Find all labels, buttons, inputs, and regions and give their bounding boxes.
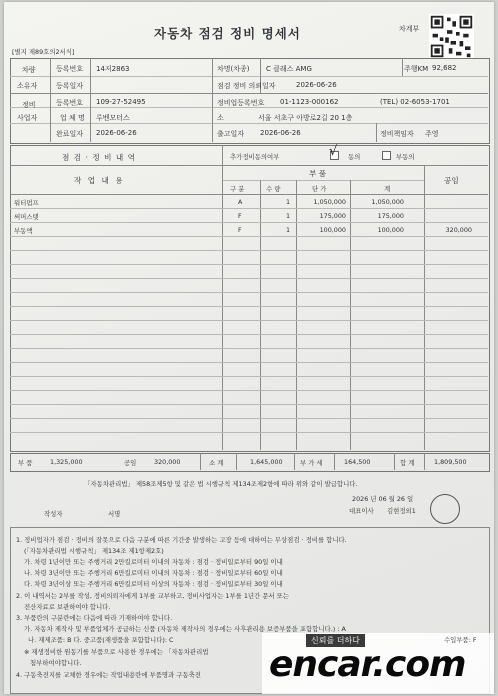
note-2a: 전산자료로 보관하여야 합니다. xyxy=(24,603,111,611)
issue-statement: 「자동차관리법」 제58조제5항 및 같은 법 시행규칙 제134조제2항에 따라 위와 같이 발급합니다. xyxy=(84,480,358,488)
note-1a: (「자동차관리법 시행규칙」 제134조 제1항제2호) xyxy=(24,547,164,555)
subtotal-label: 소 계 xyxy=(209,459,224,467)
note-1c: 나. 차령 3년이만 또는 주행거리 6만킬로미터 이내의 자동차 : 점검 · 정비일로부터 60일 이내 xyxy=(24,569,283,577)
col-unit-header: 단 가 xyxy=(312,185,327,193)
gyebu-label: 차계부 xyxy=(399,25,420,33)
rep-name: 김현정외1 xyxy=(387,507,416,515)
done-date-label: 완료일자 xyxy=(56,130,84,138)
parts-total-label: 부 품 xyxy=(18,459,33,467)
km-label: 주행KM xyxy=(404,65,429,73)
parts-total-value: 1,325,000 xyxy=(50,458,83,466)
writer-label: 작성자 xyxy=(44,510,63,518)
qr-code-icon xyxy=(429,14,474,59)
note-1b: 가. 차령 1년이만 또는 주행거리 2만킬로미터 이내의 자동차 : 점검 · 정비일로부터 90일 이내 xyxy=(24,558,283,566)
labor-total-value: 320,000 xyxy=(154,458,181,466)
shop-tel: (TEL) 02-6053-1701 xyxy=(380,98,450,106)
table-row-qty: 1 xyxy=(286,226,291,234)
col-labor-header: 공임 xyxy=(444,176,459,185)
col-work-header: 작 업 내 용 xyxy=(74,176,125,185)
grand-total-value: 1,809,500 xyxy=(434,458,467,466)
disagree-label: 부동의 xyxy=(396,153,415,161)
shop-reg-label: 정비업등록번호 xyxy=(217,99,265,107)
model-label: 차명(차종) xyxy=(217,65,250,73)
sign-label: 서명 xyxy=(108,510,121,518)
vat-label: 부 가 세 xyxy=(300,459,323,467)
table-row-total: 175,000 xyxy=(377,212,404,220)
work-section-title: 점 검 · 정 비 내 역 xyxy=(62,153,136,162)
responsible-label: 정비책임자 xyxy=(380,130,414,138)
request-date-value: 2026-06-26 xyxy=(296,81,337,89)
disagree-checkbox[interactable] xyxy=(382,151,391,160)
reg-no-value: 14저2863 xyxy=(96,65,130,73)
business-label-bottom: 사업자 xyxy=(17,114,38,122)
table-row-labor: 320,000 xyxy=(445,226,472,234)
note-2: 2. 이 내역서는 2부를 작성, 정비의뢰자에게 1부를 교부하고, 정비사업자는 1부를 1년간 문서 또는 xyxy=(16,592,290,600)
consent-label: 추가정비동의여부 xyxy=(230,153,280,161)
col-total-header: 계 xyxy=(384,185,391,193)
biz-no-value: 109-27-52495 xyxy=(96,98,146,106)
business-label-top: 정비 xyxy=(22,101,36,109)
note-4: 4. 구동축전지를 교체한 경우에는 작업내용란에 부품명과 구동축전 xyxy=(16,671,201,679)
table-row-unit: 1,050,000 xyxy=(313,198,346,206)
table-row-kind: F xyxy=(238,212,242,220)
table-row-kind: A xyxy=(238,198,243,206)
watermark-tagline: 신뢰를 더하다 xyxy=(306,634,365,647)
table-row-qty: 1 xyxy=(286,212,291,220)
out-date-label: 출고일자 xyxy=(217,130,245,138)
col-kind-header: 구 분 xyxy=(230,185,245,193)
table-row-unit: 100,000 xyxy=(319,226,346,234)
col-qty-header: 수 량 xyxy=(266,185,281,193)
model-value: C 클래스 AMG xyxy=(266,65,312,73)
company-seal-icon xyxy=(430,494,460,524)
note-3b-end: 수입부품: F xyxy=(444,636,477,644)
col-parts-header: 부 품 xyxy=(309,169,327,178)
agree-label: 동의 xyxy=(348,153,361,161)
responsible-value: 주영 xyxy=(425,130,439,138)
note-3d: 첨부하여야합니다. xyxy=(30,659,82,667)
shop-addr-value: 서울 서초구 아방로2길 20 1층 xyxy=(258,114,353,122)
table-row-unit: 175,000 xyxy=(319,212,346,220)
note-3a: 가. 자동차 제작사 및 부품업체가 공급하는 신품 (자동차 제작사의 경우에는 사후관리용 보증부품을 포함합니다.) : A xyxy=(24,625,346,633)
table-row-kind: F xyxy=(238,226,242,234)
work-table xyxy=(10,145,490,452)
table-row-work: 워터펌프 xyxy=(14,199,39,207)
note-3: 3. 부품란의 구분란에는 다음에 따라 기재하여야 합니다. xyxy=(16,614,173,622)
owner-label: 소유자 xyxy=(17,82,38,90)
table-row-total: 1,050,000 xyxy=(371,198,404,206)
labor-total-label: 공임 xyxy=(124,459,137,467)
shop-addr-label: 소 xyxy=(217,114,224,122)
biz-no-label: 등록번호 xyxy=(56,99,84,107)
form-number: [별지 제89호의2서식] xyxy=(12,48,75,56)
document-page xyxy=(4,2,494,694)
shop-reg-value: 01-1123-000162 xyxy=(280,98,339,106)
table-row-work: 부동액 xyxy=(14,227,33,235)
table-row-total: 100,000 xyxy=(377,226,404,234)
note-1d: 다. 차령 3년이상 또는 주행거리 6만킬로미터 이상의 자동차 : 점검 · 정비일로부터 30일 이내 xyxy=(24,580,283,588)
reg-no-label: 등록번호 xyxy=(56,65,84,73)
done-date-value: 2026-06-26 xyxy=(96,129,137,137)
out-date-value: 2026-06-26 xyxy=(260,129,301,137)
agree-check-mark: √ xyxy=(329,144,338,159)
rep-label: 대표이사 xyxy=(349,507,374,515)
note-3b: 나. 재제조품: B 다. 중고품(재생품을 포함합니다): C xyxy=(28,636,174,644)
watermark-brand: encar.com xyxy=(269,644,466,685)
shop-name-value: 루벤모터스 xyxy=(96,114,130,122)
request-date-label: 점검 정비 의뢰일자 xyxy=(217,82,276,90)
reg-date-label: 등록일자 xyxy=(56,82,84,90)
table-row-qty: 1 xyxy=(286,198,291,206)
shop-name-label: 업 체 명 xyxy=(60,114,85,122)
car-label: 차량 xyxy=(22,66,36,74)
issue-date: 2026 년 06 월 26 일 xyxy=(352,495,414,503)
grand-total-label: 합 계 xyxy=(400,459,415,467)
km-value: 92,682 xyxy=(432,64,457,72)
vat-value: 164,500 xyxy=(344,458,371,466)
subtotal-value: 1,645,000 xyxy=(250,458,283,466)
table-row-work: 써머스탯 xyxy=(14,213,39,221)
note-1: 1. 정비업자가 점검 · 정비의 잘못으로 다음 구분에 따른 기간중 발생하는 고장 등에 대하여는 무상점검 · 정비를 합니다. xyxy=(16,536,347,544)
note-3c: ※ 재생정비한 원동기를 부품으로 사용한 경우에는 「자동차관리법 xyxy=(24,648,209,656)
page-title: 자동차 점검 정비 명세서 xyxy=(154,26,301,41)
